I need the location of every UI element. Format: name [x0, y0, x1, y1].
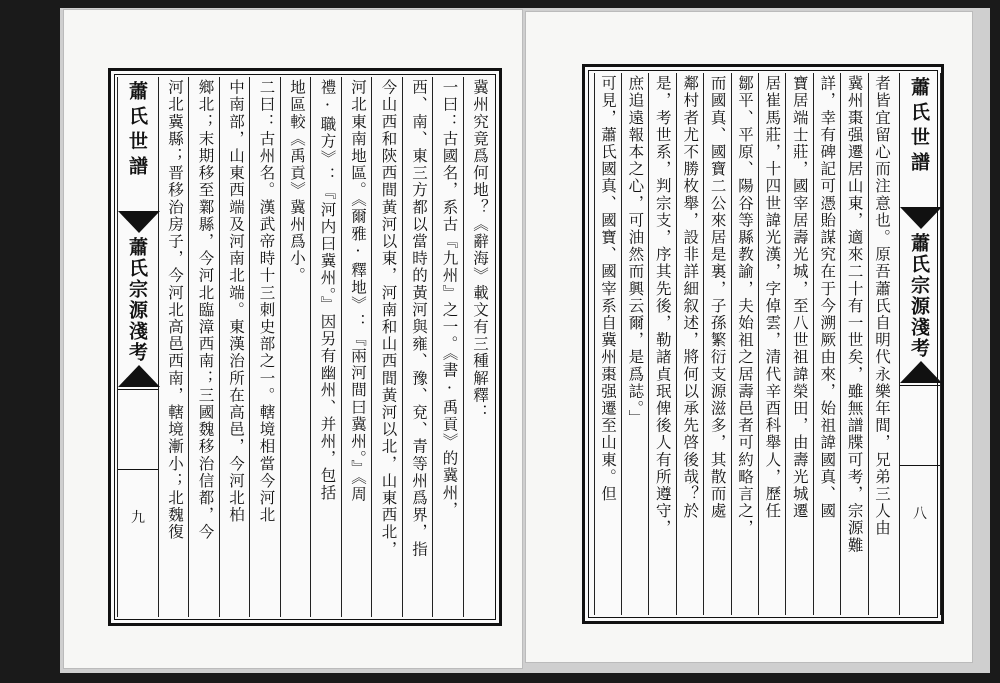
- text-column: 中南部，山東西端及河南北端。東漢治所在高邑，今河北柏: [219, 77, 250, 617]
- text-column: 冀州究竟爲何地？《辭海》載文有三種解釋：: [463, 77, 494, 617]
- book-title: 蕭氏世譜: [126, 81, 148, 181]
- text-column: 今山西和陝西間黃河以東，河南和山西間黃河以北，山東西北，: [371, 77, 402, 617]
- section-title: 蕭氏宗源淺考: [908, 233, 930, 359]
- margin-rule: [118, 469, 158, 470]
- text-column: 冀州棗强遷居山東，適來二十有一世矣，雖無譜牒可考，宗源難: [840, 73, 867, 615]
- text-column: 一曰：古國名，系古『九州』之一。《書·禹貢》的冀州，: [432, 77, 463, 617]
- text-column: 禮·職方》：『河内曰冀州。』因另有幽州、并州，包括: [310, 77, 341, 617]
- right-page-frame: [582, 64, 944, 624]
- margin-rule: [900, 385, 940, 386]
- text-column: 地區較《禹貢》冀州爲小。: [280, 77, 311, 617]
- text-column: 鄉北；末期移至鄴縣，今河北臨漳西南；三國魏移治信都，今: [188, 77, 219, 617]
- text-column: 河北東南地區。《爾雅·釋地》：『兩河間曰冀州。』《周: [341, 77, 372, 617]
- text-column: 者皆宜留心而注意也。原吾蕭氏自明代永樂年間，兄弟三人由: [868, 73, 895, 615]
- text-column: 河北冀縣；晋移治房子，今河北高邑西南，轄境漸小；北魏復: [158, 77, 189, 617]
- text-column: 庶追遠報本之心，可油然而興云爾，是爲誌。」: [621, 73, 648, 615]
- text-column: 寶居端士莊，國宰居壽光城，至八世祖諱榮田，由壽光城遷: [785, 73, 812, 615]
- right-page-margin-column: [899, 73, 941, 615]
- text-column: 鄰村者尤不勝枚舉，設非詳細叙述，將何以承先啓後哉？於: [676, 73, 703, 615]
- text-column: 西、南、東三方都以當時的黃河與雍、豫、兗、青等州爲界，指: [402, 77, 433, 617]
- margin-rule: [900, 465, 940, 466]
- left-page-frame: [108, 68, 502, 626]
- text-column: 居崔馬莊，十四世諱光漢，字倬雲，清代辛酉科舉人，歷任: [758, 73, 785, 615]
- text-column: 鄒平、平原、陽谷等縣教諭，夫始祖之居壽邑者可約略言之，: [731, 73, 758, 615]
- margin-rule: [118, 389, 158, 390]
- text-column: 而國真、國寶二公來居是裏，子孫繁衍支源滋多，其散而處: [703, 73, 730, 615]
- text-column: 是，考世系，判宗支，序其先後，勒諸貞珉俾後人有所遵守，: [648, 73, 675, 615]
- right-page: [526, 12, 972, 662]
- fishtail-top-ornament: [900, 207, 942, 229]
- book-title: 蕭氏世譜: [908, 77, 930, 177]
- text-column: 二曰：古州名。漢武帝時十三刺史部之一。轄境相當今河北: [249, 77, 280, 617]
- fishtail-bottom-ornament: [900, 361, 942, 383]
- left-page-margin-column: [117, 77, 159, 617]
- text-column: 詳，幸有碑記可憑貽謀究在于今溯厥由來，始祖諱國真、國: [813, 73, 840, 615]
- page-number: 九: [131, 510, 145, 526]
- left-page: [64, 10, 522, 668]
- fishtail-bottom-ornament: [118, 365, 160, 387]
- fishtail-top-ornament: [118, 211, 160, 233]
- text-column: 可見，蕭氏國真、國寶、國宰系自冀州棗强遷至山東。但: [594, 73, 621, 615]
- section-title: 蕭氏宗源淺考: [126, 237, 148, 363]
- page-number: 八: [913, 506, 927, 522]
